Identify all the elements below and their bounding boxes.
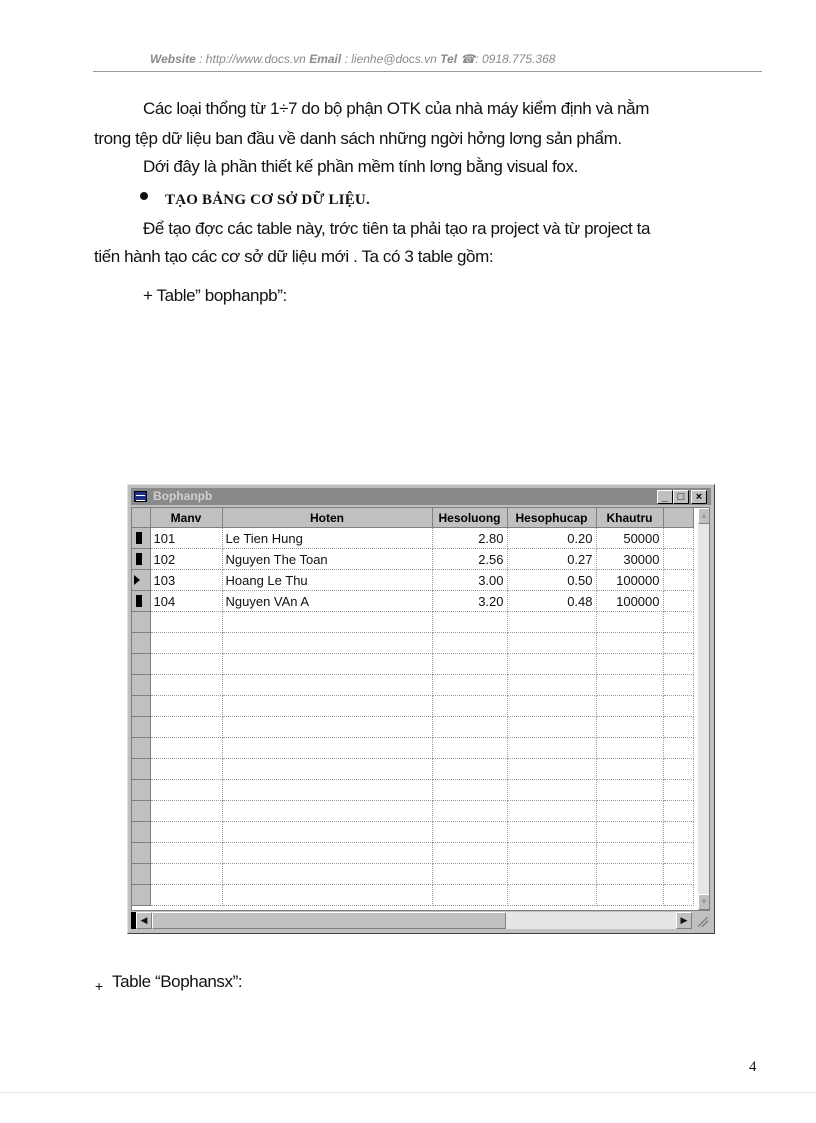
cell-blank — [663, 654, 693, 675]
paragraph-1-line-1: Các loại thổng từ 1÷7 do bộ phận OTK của nhà máy kiểm định và nằm — [143, 99, 649, 118]
empty-row[interactable] — [132, 885, 693, 906]
cell-khautru[interactable] — [596, 696, 663, 717]
empty-row[interactable] — [132, 675, 693, 696]
cell-hoten[interactable] — [222, 654, 432, 675]
cell-hesophucap[interactable] — [507, 654, 596, 675]
cell-hesophucap[interactable] — [507, 717, 596, 738]
cell-khautru[interactable] — [596, 843, 663, 864]
cell-khautru[interactable]: 100000 — [596, 591, 663, 612]
table2-bullet: + — [95, 978, 103, 994]
row-selector[interactable] — [132, 717, 150, 738]
cell-manv[interactable] — [150, 717, 222, 738]
empty-row[interactable] — [132, 864, 693, 885]
row-selector[interactable] — [132, 780, 150, 801]
cell-manv[interactable] — [150, 864, 222, 885]
cell-blank — [663, 570, 693, 591]
row-selector[interactable] — [132, 675, 150, 696]
footer-divider — [0, 1092, 816, 1093]
cell-hesophucap[interactable] — [507, 843, 596, 864]
cell-blank — [663, 612, 693, 633]
row-selector[interactable] — [132, 696, 150, 717]
cell-khautru[interactable] — [596, 780, 663, 801]
column-header-hesophucap[interactable]: Hesophucap — [507, 508, 596, 528]
cell-manv[interactable] — [150, 843, 222, 864]
cell-hesophucap[interactable] — [507, 633, 596, 654]
empty-row[interactable] — [132, 654, 693, 675]
website-label: Website — [150, 52, 196, 66]
row-selector[interactable] — [132, 612, 150, 633]
row-selector[interactable] — [132, 738, 150, 759]
column-header-blank — [663, 508, 693, 528]
column-header-manv[interactable]: Manv — [150, 508, 222, 528]
cell-hoten[interactable] — [222, 759, 432, 780]
resize-grip-icon[interactable] — [694, 912, 710, 929]
cell-hoten[interactable] — [222, 696, 432, 717]
cell-hoten[interactable]: Nguyen VAn A — [222, 591, 432, 612]
cell-blank — [663, 885, 693, 906]
row-selector[interactable] — [132, 633, 150, 654]
cell-hesoluong[interactable] — [432, 780, 507, 801]
cell-khautru[interactable]: 50000 — [596, 528, 663, 549]
cell-blank — [663, 780, 693, 801]
phone-icon: ☎ — [460, 52, 476, 66]
scroll-up-icon[interactable]: ▲ — [698, 508, 710, 524]
cell-manv[interactable]: 102 — [150, 549, 222, 570]
cell-blank — [663, 843, 693, 864]
page-header — [150, 52, 555, 66]
cell-hoten[interactable]: Nguyen The Toan — [222, 549, 432, 570]
scroll-down-icon[interactable]: ▼ — [698, 894, 710, 910]
cell-hesophucap[interactable] — [507, 801, 596, 822]
cell-khautru[interactable] — [596, 822, 663, 843]
vertical-scrollbar[interactable] — [698, 508, 710, 910]
empty-row[interactable] — [132, 696, 693, 717]
scroll-left-icon[interactable]: ◀ — [136, 912, 152, 929]
cell-hesophucap[interactable] — [507, 696, 596, 717]
cell-hesoluong[interactable] — [432, 612, 507, 633]
cell-blank — [663, 759, 693, 780]
paragraph-3-line-2: tiến hành tạo các cơ sở dữ liệu mới . Ta có 3 table gồm: — [94, 247, 494, 266]
empty-row[interactable] — [132, 759, 693, 780]
cell-hesophucap[interactable]: 0.50 — [507, 570, 596, 591]
tel-label: Tel — [440, 52, 458, 66]
cell-manv[interactable] — [150, 738, 222, 759]
window-titlebar[interactable] — [131, 488, 711, 505]
email-value: : lienhe@docs.vn — [344, 52, 437, 66]
empty-row[interactable] — [132, 843, 693, 864]
cell-hoten[interactable] — [222, 612, 432, 633]
cell-hesoluong[interactable] — [432, 717, 507, 738]
bullet-icon — [140, 192, 148, 200]
cell-hesoluong[interactable] — [432, 738, 507, 759]
scroll-right-icon[interactable]: ▶ — [676, 912, 692, 929]
table-row[interactable] — [132, 549, 693, 570]
cell-manv[interactable] — [150, 654, 222, 675]
cell-hoten[interactable] — [222, 717, 432, 738]
table-row[interactable] — [132, 570, 693, 591]
cell-hesophucap[interactable] — [507, 822, 596, 843]
cell-hesoluong[interactable]: 2.56 — [432, 549, 507, 570]
cell-hoten[interactable]: Hoang Le Thu — [222, 570, 432, 591]
page-number: 4 — [749, 1059, 757, 1075]
cell-hoten[interactable] — [222, 780, 432, 801]
cell-blank — [663, 696, 693, 717]
cell-hesophucap[interactable]: 0.20 — [507, 528, 596, 549]
cell-hesoluong[interactable]: 3.00 — [432, 570, 507, 591]
cell-khautru[interactable] — [596, 759, 663, 780]
data-grid[interactable] — [131, 507, 710, 911]
cell-manv[interactable]: 104 — [150, 591, 222, 612]
cell-hesophucap[interactable] — [507, 780, 596, 801]
cell-hesoluong[interactable] — [432, 801, 507, 822]
cell-hesoluong[interactable] — [432, 675, 507, 696]
cell-manv[interactable]: 103 — [150, 570, 222, 591]
cell-blank — [663, 528, 693, 549]
cell-khautru[interactable] — [596, 612, 663, 633]
cell-manv[interactable] — [150, 612, 222, 633]
paragraph-3-line-1: Để tạo đợc các table này, trớc tiên ta phải tạo ra project và từ project ta — [143, 219, 651, 238]
cell-khautru[interactable] — [596, 864, 663, 885]
cell-blank — [663, 633, 693, 654]
cell-manv[interactable] — [150, 885, 222, 906]
column-header-khautru[interactable]: Khautru — [596, 508, 663, 528]
row-selector[interactable] — [132, 822, 150, 843]
row-selector[interactable] — [132, 843, 150, 864]
cell-hesophucap[interactable] — [507, 759, 596, 780]
header-divider — [93, 71, 762, 72]
cell-manv[interactable] — [150, 801, 222, 822]
cell-hoten[interactable] — [222, 738, 432, 759]
cell-khautru[interactable] — [596, 801, 663, 822]
cell-manv[interactable] — [150, 633, 222, 654]
cell-hesoluong[interactable]: 3.20 — [432, 591, 507, 612]
table-row[interactable] — [132, 591, 693, 612]
cell-hoten[interactable] — [222, 885, 432, 906]
row-selector[interactable] — [132, 570, 150, 591]
cell-manv[interactable] — [150, 759, 222, 780]
cell-hesophucap[interactable] — [507, 885, 596, 906]
table-icon — [134, 491, 147, 502]
cell-hesoluong[interactable] — [432, 843, 507, 864]
cell-hesoluong[interactable] — [432, 885, 507, 906]
cell-hesoluong[interactable] — [432, 759, 507, 780]
cell-hesoluong[interactable] — [432, 822, 507, 843]
minimize-button[interactable]: _ — [657, 490, 673, 504]
empty-row[interactable] — [132, 780, 693, 801]
empty-row[interactable] — [132, 801, 693, 822]
cell-hesoluong[interactable] — [432, 654, 507, 675]
cell-blank — [663, 675, 693, 696]
cell-khautru[interactable]: 30000 — [596, 549, 663, 570]
paragraph-1-line-2: trong tệp dữ liệu ban đầu về danh sách những ngời hởng lơng sản phẩm. — [94, 129, 622, 148]
cell-khautru[interactable]: 100000 — [596, 570, 663, 591]
column-header-hoten[interactable]: Hoten — [222, 508, 432, 528]
cell-manv[interactable] — [150, 675, 222, 696]
cell-manv[interactable] — [150, 780, 222, 801]
browse-window — [127, 484, 715, 934]
cell-blank — [663, 717, 693, 738]
cell-hoten[interactable]: Le Tien Hung — [222, 528, 432, 549]
cell-blank — [663, 591, 693, 612]
empty-row[interactable] — [132, 738, 693, 759]
cell-hesoluong[interactable]: 2.80 — [432, 528, 507, 549]
maximize-button[interactable]: □ — [673, 490, 689, 504]
empty-row[interactable] — [132, 612, 693, 633]
cell-khautru[interactable] — [596, 717, 663, 738]
cell-manv[interactable]: 101 — [150, 528, 222, 549]
window-title: Bophanpb — [153, 489, 213, 503]
table1-caption: + Table” bophanpb”: — [143, 286, 287, 305]
cell-hesophucap[interactable] — [507, 864, 596, 885]
email-label: Email — [309, 52, 342, 66]
cell-hesoluong[interactable] — [432, 696, 507, 717]
table2-caption: Table “Bophansx”: — [112, 972, 243, 991]
cell-khautru[interactable] — [596, 633, 663, 654]
horizontal-scrollbar[interactable] — [131, 912, 710, 929]
cell-blank — [663, 801, 693, 822]
cell-khautru[interactable] — [596, 885, 663, 906]
cell-hesoluong[interactable] — [432, 633, 507, 654]
cell-hesophucap[interactable] — [507, 612, 596, 633]
row-selector[interactable] — [132, 759, 150, 780]
row-marker-icon — [136, 553, 142, 565]
section-heading: TẠO BẢNG CƠ SỞ DỮ LIỆU. — [165, 192, 370, 208]
cell-blank — [663, 549, 693, 570]
row-selector-header — [132, 508, 150, 528]
row-selector[interactable] — [132, 591, 150, 612]
browse-table — [132, 508, 694, 906]
cell-khautru[interactable] — [596, 738, 663, 759]
cell-hoten[interactable] — [222, 633, 432, 654]
cell-hoten[interactable] — [222, 864, 432, 885]
cell-hesophucap[interactable] — [507, 675, 596, 696]
scroll-thumb[interactable] — [152, 912, 506, 929]
row-selector[interactable] — [132, 528, 150, 549]
row-marker-icon — [136, 532, 142, 544]
current-row-arrow-icon — [134, 575, 140, 585]
paragraph-2: Dới đây là phần thiết kế phần mềm tính lơng bằng visual fox. — [143, 157, 578, 176]
scroll-track[interactable] — [506, 912, 676, 929]
cell-hesophucap[interactable]: 0.48 — [507, 591, 596, 612]
table-row[interactable] — [132, 528, 693, 549]
empty-row[interactable] — [132, 717, 693, 738]
row-selector[interactable] — [132, 801, 150, 822]
empty-row[interactable] — [132, 633, 693, 654]
cell-blank — [663, 822, 693, 843]
header-row — [132, 508, 693, 528]
cell-hoten[interactable] — [222, 675, 432, 696]
cell-hoten[interactable] — [222, 843, 432, 864]
cell-manv[interactable] — [150, 696, 222, 717]
cell-hesophucap[interactable]: 0.27 — [507, 549, 596, 570]
row-selector[interactable] — [132, 864, 150, 885]
cell-manv[interactable] — [150, 822, 222, 843]
row-selector[interactable] — [132, 885, 150, 906]
tel-value: : 0918.775.368 — [475, 52, 556, 66]
cell-khautru[interactable] — [596, 675, 663, 696]
row-marker-icon — [136, 595, 142, 607]
cell-hoten[interactable] — [222, 801, 432, 822]
cell-blank — [663, 738, 693, 759]
cell-blank — [663, 864, 693, 885]
cell-hoten[interactable] — [222, 822, 432, 843]
cell-hesophucap[interactable] — [507, 738, 596, 759]
cell-khautru[interactable] — [596, 654, 663, 675]
column-header-hesoluong[interactable]: Hesoluong — [432, 508, 507, 528]
cell-hesoluong[interactable] — [432, 864, 507, 885]
row-selector[interactable] — [132, 654, 150, 675]
website-value: : http://www.docs.vn — [199, 52, 306, 66]
row-selector[interactable] — [132, 549, 150, 570]
empty-row[interactable] — [132, 822, 693, 843]
close-button[interactable]: × — [691, 490, 707, 504]
